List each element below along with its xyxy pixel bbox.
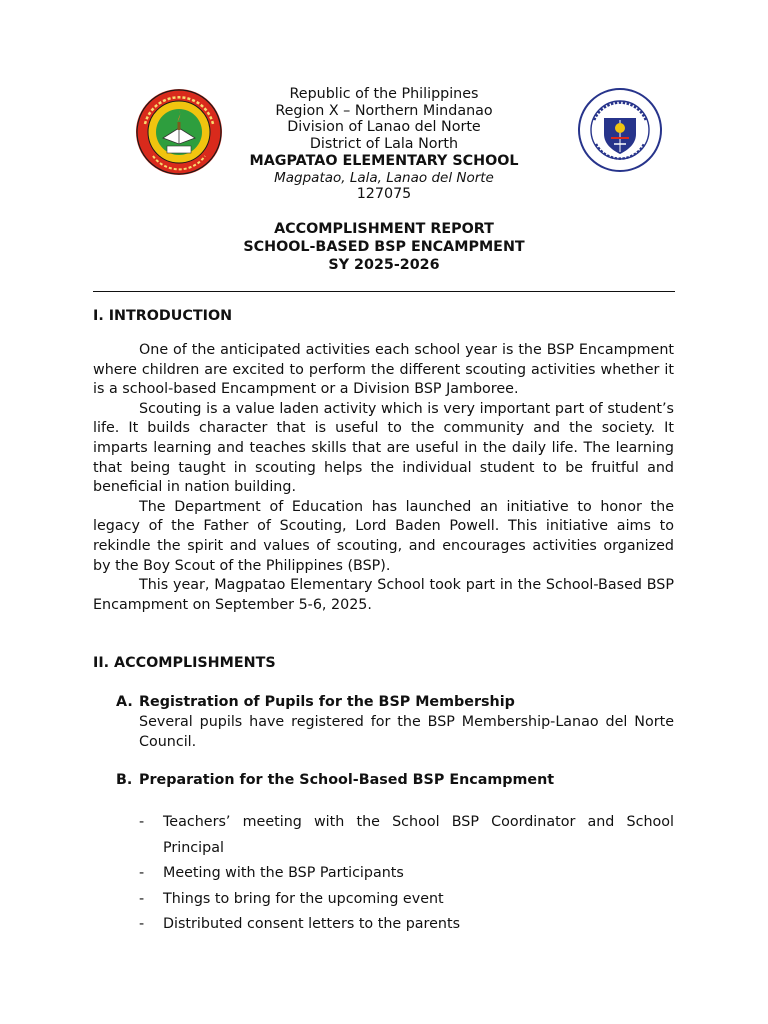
region-line: Region X – Northern Mindanao	[275, 102, 493, 119]
dash-bullet: -	[139, 916, 145, 932]
subsection-a-letter: A.	[116, 694, 133, 710]
title-line-2: SCHOOL-BASED BSP ENCAMPMENT	[243, 238, 525, 255]
school-name: MAGPATAO ELEMENTARY SCHOOL	[249, 152, 519, 169]
list-item	[139, 912, 674, 938]
list-item-text: Things to bring for the upcoming event	[163, 890, 444, 907]
list-item	[139, 810, 674, 861]
list-item-text: Teachers’ meeting with the School BSP Coordinator and School Principal	[163, 814, 674, 856]
report-title	[170, 221, 598, 274]
accomplishments-heading: II. ACCOMPLISHMENTS	[93, 655, 276, 671]
subsection-b-title: Preparation for the School-Based BSP Encampment	[139, 772, 555, 788]
intro-paragraph-3: The Department of Education has launched an initiative to honor the legacy of the Father of Scouting, Lord Baden Powell. This initiative aims to rekindle the spirit and values of scouting, and encourages activities organized by the Boy Scout of the Philippines (BSP).	[93, 498, 674, 574]
dash-bullet: -	[139, 865, 145, 881]
district-line: District of Lala North	[309, 136, 459, 153]
dash-bullet: -	[139, 890, 145, 907]
subsection-a-body: Several pupils have registered for the BSP Membership-Lanao del Norte Council.	[139, 714, 674, 750]
title-line-1: ACCOMPLISHMENT REPORT	[274, 221, 494, 237]
intro-paragraph-1: One of the anticipated activities each school year is the BSP Encampment where children are excited to perform the different scouting activities whether it is a school-based Encampment or a Division BSP Jamboree.	[93, 342, 674, 398]
subsection-b-letter: B.	[116, 772, 133, 788]
subsection-a-title: Registration of Pupils for the BSP Membership	[139, 694, 515, 710]
intro-paragraph-2: Scouting is a value laden activity which is very important part of student’s life. It builds character that is useful to the community and the society. It imparts learning and teaches skills that are useful in the daily life. The learning that being taught in scouting helps the individual student to be fruitful and beneficial in nation building.	[93, 400, 674, 496]
division-line: Division of Lanao del Norte	[287, 119, 481, 136]
preparation-list	[139, 810, 674, 938]
list-item	[139, 887, 674, 913]
introduction-body	[93, 341, 674, 615]
intro-paragraph-4: This year, Magpatao Elementary School took part in the School-Based BSP Encampment on September 5-6, 2025.	[93, 577, 674, 613]
school-address: Magpatao, Lala, Lanao del Norte	[274, 169, 494, 186]
header-divider	[93, 291, 675, 292]
list-item-text: Meeting with the BSP Participants	[163, 865, 404, 881]
letterhead	[170, 86, 598, 203]
subsection-b-heading	[116, 772, 554, 788]
republic-line: Republic of the Philippines	[289, 86, 479, 102]
introduction-heading: I. INTRODUCTION	[93, 308, 233, 324]
list-item	[139, 861, 674, 887]
list-item-text: Distributed consent letters to the parents	[163, 916, 461, 932]
dash-bullet: -	[139, 814, 145, 830]
school-id: 127075	[356, 186, 412, 203]
subsection-a-heading	[116, 694, 515, 710]
title-line-3: SY 2025-2026	[328, 256, 440, 273]
